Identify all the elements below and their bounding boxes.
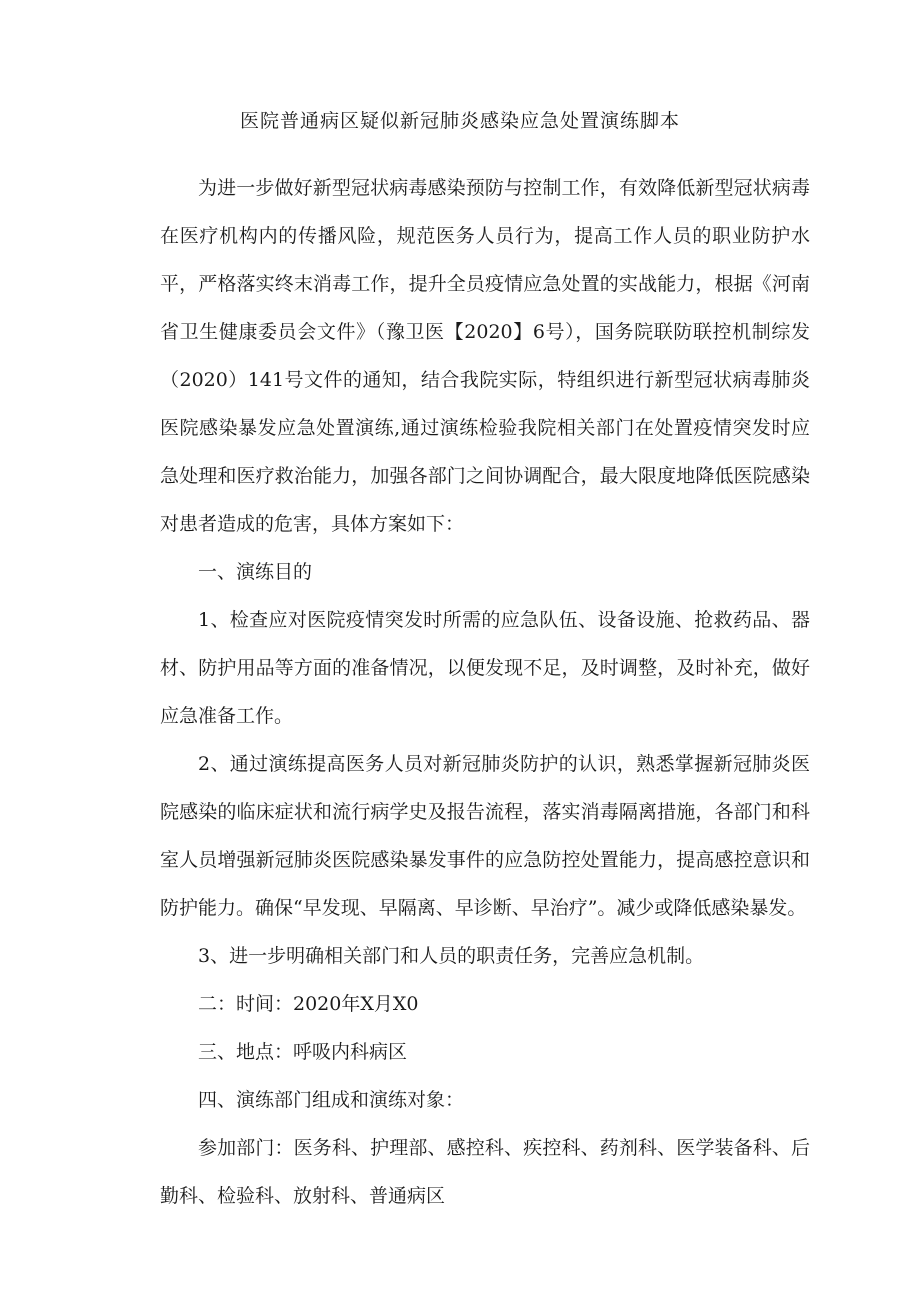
participating-departments: 参加部门：医务科、护理部、感控科、疾控科、药剂科、医学装备科、后勤科、检验科、放射科、普通病区 [160, 1137, 810, 1207]
purpose-item-3: 3、进一步明确相关部门和人员的职责任务，完善应急机制。 [198, 945, 705, 967]
section-participants-heading: 四、演练部门组成和演练对象： [198, 1089, 465, 1111]
intro-paragraph: 为进一步做好新型冠状病毒感染预防与控制工作，有效降低新型冠状病毒在医疗机构内的传播风险，规范医务人员行为，提高工作人员的职业防护水平，严格落实终末消毒工作，提升全员疫情应急处置的实战能力，根据《河南省卫生健康委员会文件》（豫卫医【2020】6号），国务院联防联控机制综发（2020）141号文件的通知，结合我院实际，特组织进行新型冠状病毒肺炎医院感染暴发应急处置演练,通过演练检验我院相关部门在处置疫情突发时应急处理和医疗救治能力，加强各部门之间协调配合，最大限度地降低医院感染对患者造成的危害，具体方案如下： [160, 177, 810, 535]
section-heading-purpose: 一、演练目的 [198, 561, 313, 583]
section-time: 二：时间：2020年X月X0 [198, 993, 419, 1015]
section-location: 三、地点：呼吸内科病区 [198, 1041, 408, 1063]
document-title: 医院普通病区疑似新冠肺炎感染应急处置演练脚本 [239, 110, 680, 132]
document-body [160, 164, 810, 1220]
purpose-item-2: 2、通过演练提高医务人员对新冠肺炎防护的认识，熟悉掌握新冠肺炎医院感染的临床症状和流行病学史及报告流程，落实消毒隔离措施，各部门和科室人员增强新冠肺炎医院感染暴发事件的应急防控处置能力，提高感控意识和防护能力。确保“早发现、早隔离、早诊断、早治疗”。减少或降低感染暴发。 [160, 753, 810, 919]
purpose-item-1: 1、检查应对医院疫情突发时所需的应急队伍、设备设施、抢救药品、器材、防护用品等方面的准备情况，以便发现不足，及时调整，及时补充，做好应急准备工作。 [160, 609, 810, 727]
